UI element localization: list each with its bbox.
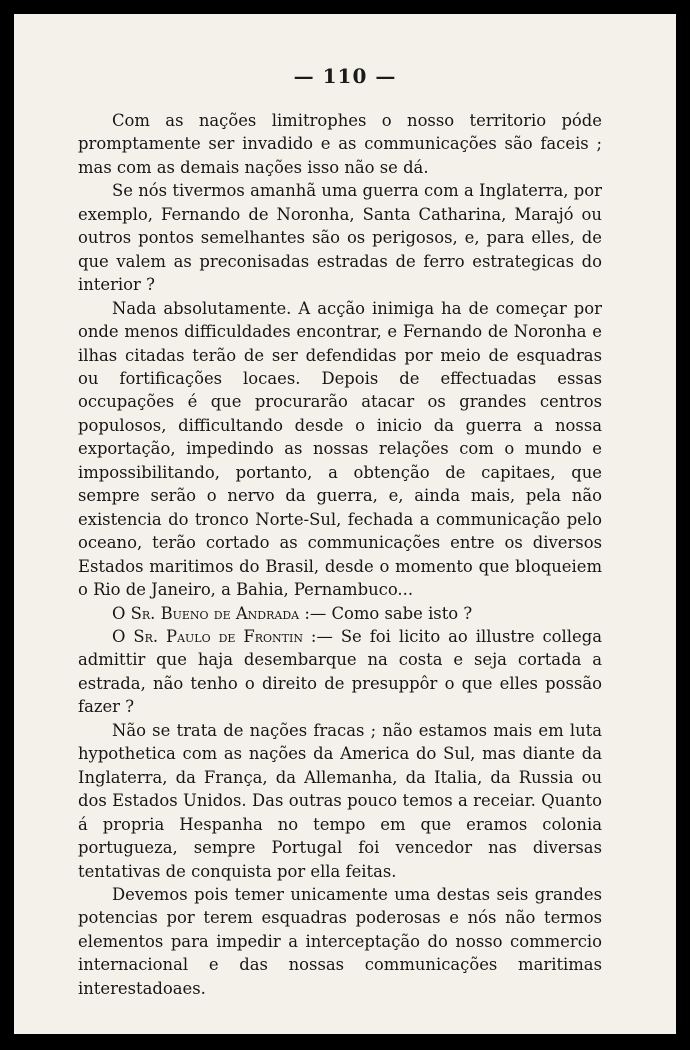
paragraph-3 xyxy=(78,297,602,602)
paragraph-7-text: Devemos pois temer unicamente uma destas seis grandes potencias por terem esquadras poderosas e nós não termos elementos para impedir a interceptação do nosso commercio internacional e das nossas communicações maritimas interestadoaes. xyxy=(78,884,602,998)
document-page xyxy=(14,14,676,1034)
speech-text: Se foi licito ao illustre collega admittir que haja desembarque na costa e seja cortada a estrada, não tenho o direito de presuppôr o que elles possão fazer ? xyxy=(78,626,602,717)
paragraph-7 xyxy=(78,883,602,1000)
speech-paulo-de-frontin xyxy=(78,625,602,719)
page-number-header: — 110 — xyxy=(293,64,397,88)
paragraph-6-text: Não se trata de nações fracas ; não estamos mais em luta hypothetica com as nações da America do Sul, mas diante da Inglaterra, da França, da Allemanha, da Italia, da Russia ou dos Estados Unidos. Das outras pouco temos a receiar. Quanto á propria Hespanha no tempo em que eramos colonia portugueza, sempre Portugal foi vencedor nas diversas tentativas de conquista por ella feitas. xyxy=(78,720,602,881)
speech-bueno-de-andrada xyxy=(78,602,602,625)
paragraph-1 xyxy=(78,109,602,179)
speech-separator: :— xyxy=(302,626,341,646)
paragraph-2-text: Se nós tivermos amanhã uma guerra com a Inglaterra, por exemplo, Fernando de Noronha, Santa Catharina, Marajó ou outros pontos semelhantes são os perigosos, e, para elles, de que valem as preconisadas estradas de ferro estrategicas do interior ? xyxy=(78,181,602,295)
paragraph-1-text: Com as nações limitrophes o nosso territorio póde promptamente ser invadido e as communicações são faceis ; mas com as demais nações isso não se dá. xyxy=(78,111,602,177)
speaker-name: O Sr. Paulo de Frontin xyxy=(112,626,303,646)
paragraph-2 xyxy=(78,179,602,296)
speech-text: Como sabe isto ? xyxy=(331,603,473,623)
paragraph-3-text: Nada absolutamente. A acção inimiga ha de começar por onde menos difficuldades encontrar, e Fernando de Noronha e ilhas citadas terão de ser defendidas por meio de esquadras ou fortificações locaes. Depois de effectuadas essas occupações é que procurarão atacar os grandes centros populosos, difficultando desde o inicio da guerra a nossa exportação, impedindo as nossas relações com o mundo e impossibilitando, portanto, a obtenção de capitaes, que sempre serão o nervo da guerra, e, ainda mais, pela não existencia do tronco Norte-Sul, fechada a communicação pelo oceano, terão cortado as communicações entre os diversos Estados maritimos do Brasil, desde o momento que bloqueiem o Rio de Janeiro, a Bahia, Pernambuco... xyxy=(78,298,602,600)
paragraph-6 xyxy=(78,719,602,883)
speech-separator: :— xyxy=(299,603,332,623)
speaker-name: O Sr. Bueno de Andrada xyxy=(112,603,300,623)
body-text xyxy=(78,109,602,1000)
